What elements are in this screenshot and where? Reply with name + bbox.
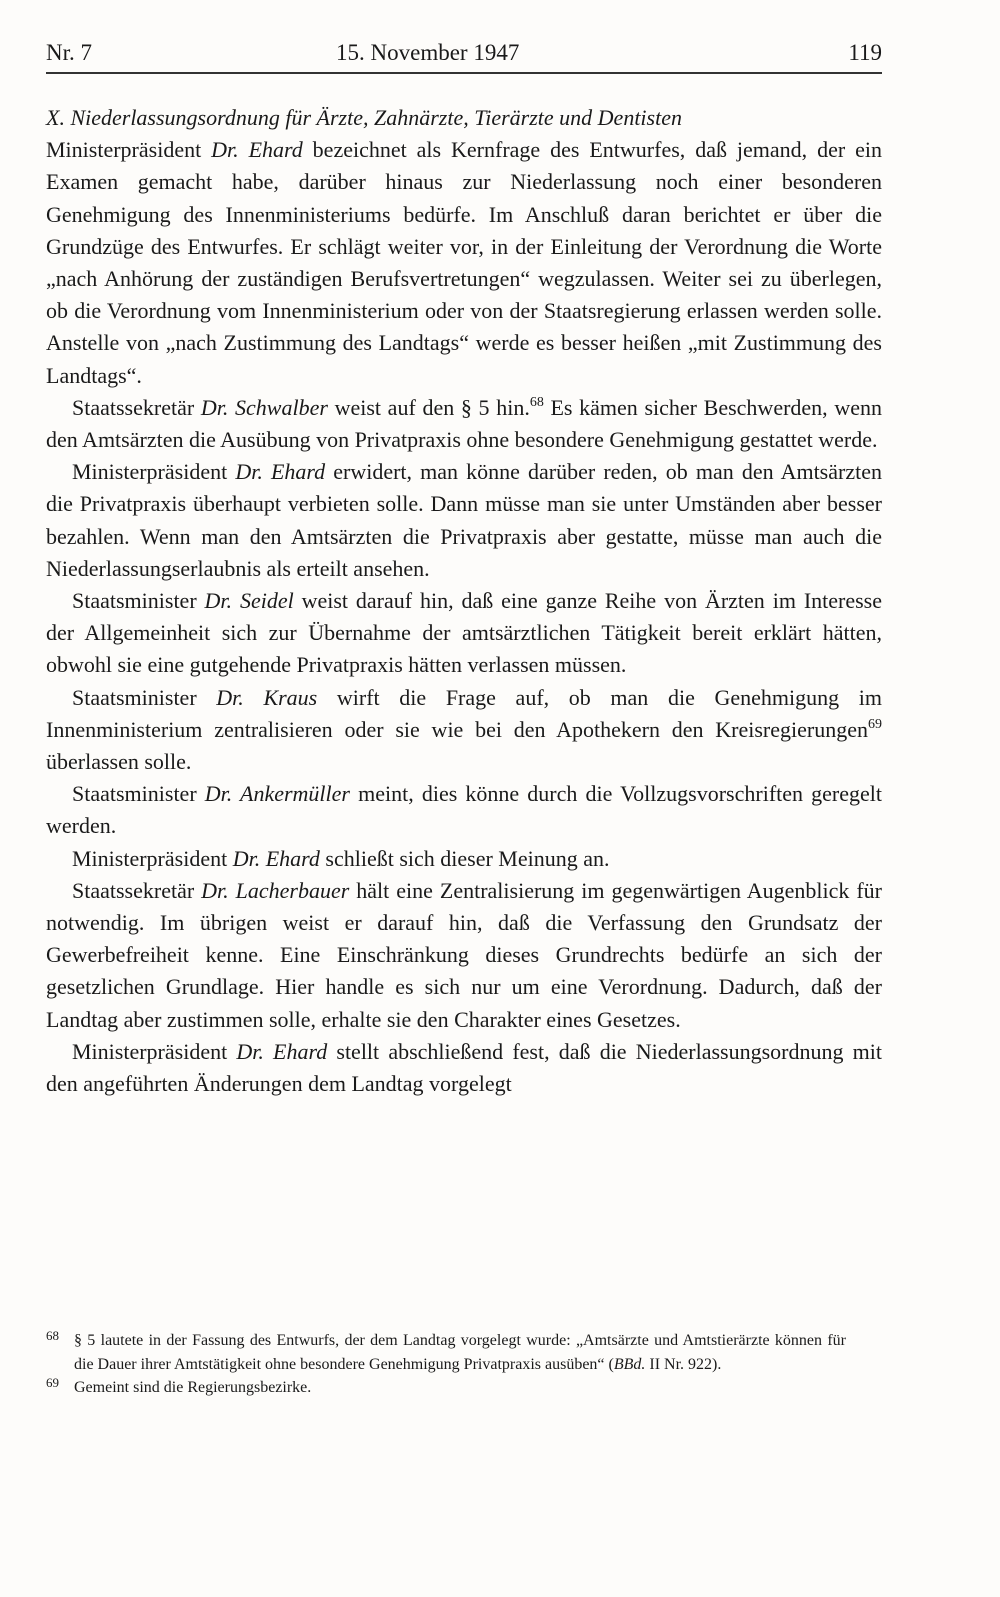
paragraph: Staatssekretär Dr. Lacherbauer hält eine Zentralisierung im gegenwärtigen Augenblick für notwendig. Im übrigen weist er darauf hin, daß die Verfassung den Grundsatz der Gewerbefreiheit kenne. Eine Einschränkung dieses Grundrechts bedürfe an sich der gesetzlichen Grundlage. Hier handle es sich nur um eine Verordnung. Dadurch, daß der Landtag aber zustimmen solle, erhalte sie den Charakter eines Gesetzes. (46, 877, 883, 1032)
paragraph: Staatssekretär Dr. Schwalber weist auf den § 5 hin.$^{68}$ Es kämen sicher Beschwerden, wenn den Amtsärzten die Ausübung von Privatpraxis ohne besondere Genehmigung gestattet werde. (46, 394, 883, 453)
speaker-name: Dr. Ehard (236, 1038, 328, 1064)
paragraph: Staatsminister Dr. Seidel weist darauf hin, daß eine ganze Reihe von Ärzten im Interesse der Allgemeinheit sich zur Übernahme der amtsärztlichen Tätigkeit bereit erklärt hätten, obwohl sie eine gutgehende Privatpraxis hätten verlassen müssen. (46, 588, 882, 678)
citation-abbrev: BBd. (613, 1355, 646, 1373)
main-text (46, 102, 882, 1100)
section-title: X. Niederlassungsordnung für Ärzte, Zahnärzte, Tierärzte und Dentisten (46, 105, 682, 130)
paragraph: Ministerpräsident Dr. Ehard erwidert, man könne darüber reden, ob man den Amtsärzten die Privatpraxis überhaupt verbieten solle. Dann müsse man sie unter Umständen aber besser bezahlen. Wenn man den Amtsärzten die Privatpraxis aber gestatte, müsse man auch die Niederlassungserlaubnis als erteilt ansehen. (46, 459, 882, 581)
speaker-name: Dr. Lacherbauer (201, 877, 350, 903)
header-date: 15. November 1947 (336, 40, 520, 65)
issue-number: Nr. 7 (46, 40, 92, 65)
footnote-ref: 69 (868, 716, 882, 732)
header-rule (46, 72, 882, 74)
paragraph: Ministerpräsident Dr. Ehard stellt abschließend fest, daß die Niederlassungsordnung mit den angeführten Änderungen dem Landtag vorgelegt (46, 1038, 882, 1097)
paragraph: Staatsminister Dr. Kraus wirft die Frage auf, ob man die Genehmigung im Innenministerium zentralisieren oder sie wie bei den Apothekern den Kreisregierungen$^{69}$ überlassen solle. (46, 684, 882, 775)
footnote: 68 § 5 lautete in der Fassung des Entwurfs, der dem Landtag vorgelegt wurde: „Amtsärzte und Amtstierärzte können für die Dauer ihrer Amtstätigkeit ohne besondere Genehmigung Privatpraxis ausüben“ (BBd. II Nr. 922). (46, 1329, 846, 1376)
running-header (46, 36, 882, 76)
paragraph: Ministerpräsident Dr. Ehard schließt sich dieser Meinung an. (72, 845, 610, 871)
speaker-name: Dr. Seidel (204, 588, 294, 614)
speaker-name: Dr. Ehard (211, 137, 303, 163)
speaker-name: Dr. Ehard (232, 845, 320, 871)
speaker-name: Dr. Ankermüller (204, 781, 350, 807)
paragraph: Ministerpräsident Dr. Ehard bezeichnet als Kernfrage des Entwurfes, daß jemand, der ein Examen gemacht habe, darüber hinaus zur Niederlassung noch einer besonderen Genehmigung des Innenministeriums bedürfe. Im Anschluß daran berichtet er über die Grundzüge des Entwurfes. Er schlägt weiter vor, in der Einleitung der Verordnung die Worte „nach Anhörung der zuständigen Berufsvertretungen“ wegzulassen. Weiter sei zu überlegen, ob die Verordnung vom Innenministerium oder von der Staatsregierung erlassen werden solle. Anstelle von „nach Zustimmung des Landtags“ werde es besser heißen „mit Zustimmung des Landtags“. (46, 137, 882, 388)
footnotes (46, 1329, 846, 1400)
footnote-ref: 68 (529, 394, 544, 410)
footnote: 69 Gemeint sind die Regierungsbezirke. (46, 1376, 846, 1400)
footnote-number: 69 (46, 1375, 59, 1390)
paragraph: Staatsminister Dr. Ankermüller meint, dies könne durch die Vollzugsvorschriften geregelt werden. (46, 781, 882, 839)
document-page (46, 0, 882, 1597)
footnote-number: 68 (46, 1328, 59, 1343)
page-number: 119 (848, 40, 882, 65)
speaker-name: Dr. Ehard (235, 459, 326, 485)
speaker-name: Dr. Schwalber (200, 394, 328, 420)
speaker-name: Dr. Kraus (216, 684, 318, 710)
